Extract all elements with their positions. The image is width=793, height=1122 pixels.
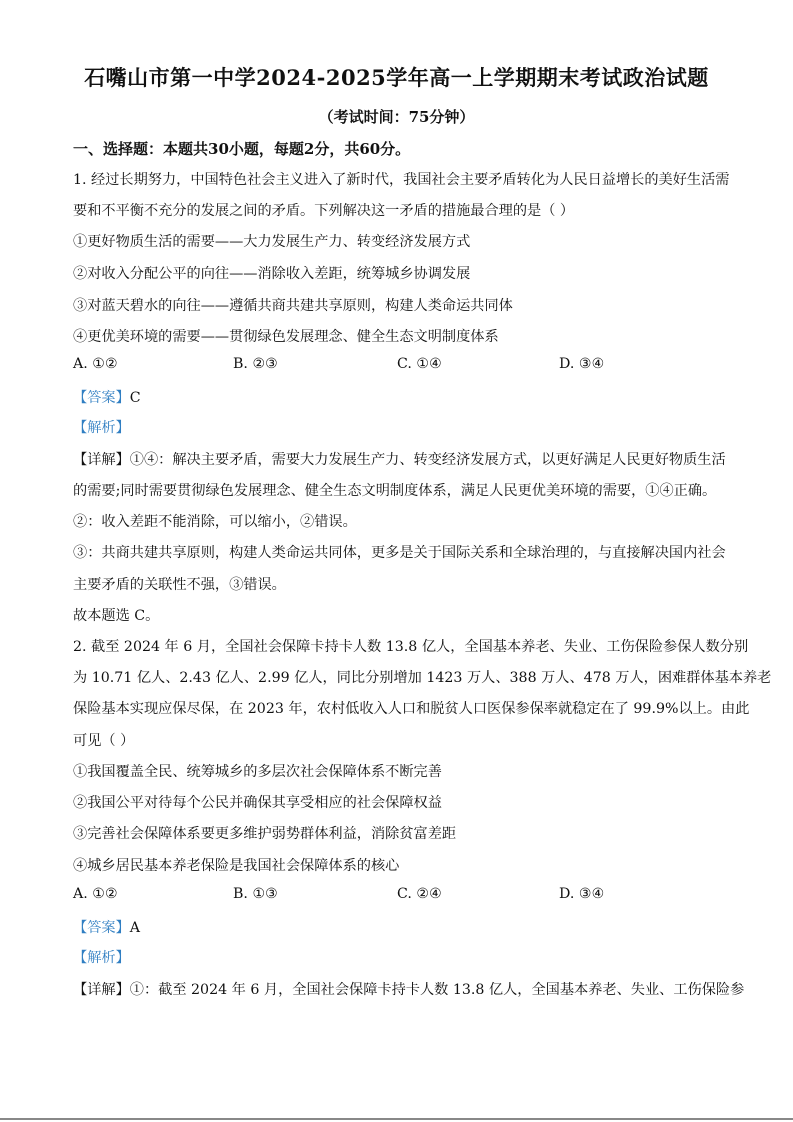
q1-options bbox=[73, 356, 723, 376]
q1-item: ①更好物质生活的需要——大力发展生产力、转变经济发展方式 bbox=[73, 234, 471, 250]
page-bottom-divider bbox=[0, 1118, 793, 1120]
q1-item: ④更优美环境的需要——贯彻绿色发展理念、健全生态文明制度体系 bbox=[73, 329, 499, 345]
q2-analysis-tag: 【解析】 bbox=[73, 950, 130, 966]
answer-tag: 【答案】 bbox=[73, 390, 130, 406]
q2-option-c: C. ②④ bbox=[397, 886, 442, 902]
q1-option-c: C. ①④ bbox=[397, 356, 442, 372]
q1-detail-line: 的需要;同时需要贯彻绿色发展理念、健全生态文明制度体系，满足人民更优美环境的需要，①④正确。 bbox=[73, 483, 717, 499]
q1-answer bbox=[73, 388, 141, 408]
answer-tag: 【答案】 bbox=[73, 920, 130, 936]
q2-option-d: D. ③④ bbox=[559, 886, 605, 902]
q2-stem-line: 可见（ ） bbox=[73, 733, 135, 749]
q1-stem-line: 1. 经过长期努力，中国特色社会主义进入了新时代，我国社会主要矛盾转化为人民日益增长的美好生活需 bbox=[73, 172, 730, 188]
detail-tag: 【详解】 bbox=[73, 452, 130, 468]
q1-item: ②对收入分配公平的向往——消除收入差距，统筹城乡协调发展 bbox=[73, 266, 471, 282]
q2-option-a: A. ①② bbox=[73, 886, 118, 902]
q1-stem-line: 要和不平衡不充分的发展之间的矛盾。下列解决这一矛盾的措施最合理的是（ ） bbox=[73, 203, 575, 219]
q1-item: ③对蓝天碧水的向往——遵循共商共建共享原则，构建人类命运共同体 bbox=[73, 298, 513, 314]
q1-conclusion: 故本题选 C。 bbox=[73, 608, 160, 624]
detail-text: ①④：解决主要矛盾，需要大力发展生产力、转变经济发展方式，以更好满足人民更好物质生活 bbox=[129, 452, 726, 468]
q2-stem-line: 保险基本实现应保尽保，在 2023 年，农村低收入人口和脱贫人口医保参保率就稳定在了 99.9%以上。由此 bbox=[73, 701, 750, 717]
q1-option-a: A. ①② bbox=[73, 356, 118, 372]
q2-item: ④城乡居民基本养老保险是我国社会保障体系的核心 bbox=[73, 858, 400, 874]
answer-value: A bbox=[129, 920, 141, 936]
q2-item: ①我国覆盖全民、统筹城乡的多层次社会保障体系不断完善 bbox=[73, 764, 442, 780]
q2-answer bbox=[73, 918, 140, 938]
detail-text: ①：截至 2024 年 6 月，全国社会保障卡持卡人数 13.8 亿人，全国基本养老、失业、工伤保险参 bbox=[129, 982, 745, 998]
q2-option-b: B. ①③ bbox=[233, 886, 278, 902]
q1-analysis-tag: 【解析】 bbox=[73, 420, 130, 436]
q1-detail-line bbox=[73, 450, 726, 470]
q1-detail-line: ③：共商共建共享原则，构建人类命运共同体，更多是关于国际关系和全球治理的，与直接解决国内社会 bbox=[73, 545, 726, 561]
q2-stem-line: 为 10.71 亿人、2.43 亿人、2.99 亿人，同比分别增加 1423 万人、388 万人、478 万人，困难群体基本养老 bbox=[73, 670, 772, 686]
q2-item: ③完善社会保障体系要更多维护弱势群体利益，消除贫富差距 bbox=[73, 826, 457, 842]
q1-option-b: B. ②③ bbox=[233, 356, 278, 372]
detail-tag: 【详解】 bbox=[73, 982, 130, 998]
q2-item: ②我国公平对待每个公民并确保其享受相应的社会保障权益 bbox=[73, 795, 442, 811]
q1-option-d: D. ③④ bbox=[559, 356, 605, 372]
q1-detail-line: 主要矛盾的关联性不强，③错误。 bbox=[73, 577, 286, 593]
page-title: 石嘴山市第一中学2024-2025学年高一上学期期末考试政治试题 bbox=[84, 65, 709, 90]
q1-detail-line: ②：收入差距不能消除，可以缩小，②错误。 bbox=[73, 514, 357, 530]
q2-options bbox=[73, 886, 723, 906]
section-heading: 一、选择题：本题共30小题，每题2分，共60分。 bbox=[73, 140, 411, 158]
q2-stem-line: 2. 截至 2024 年 6 月，全国社会保障卡持卡人数 13.8 亿人，全国基本养老、失业、工伤保险参保人数分别 bbox=[73, 639, 749, 655]
answer-value: C bbox=[129, 390, 141, 406]
exam-duration: （考试时间：75分钟） bbox=[318, 108, 475, 126]
q2-detail-line bbox=[73, 980, 744, 1000]
